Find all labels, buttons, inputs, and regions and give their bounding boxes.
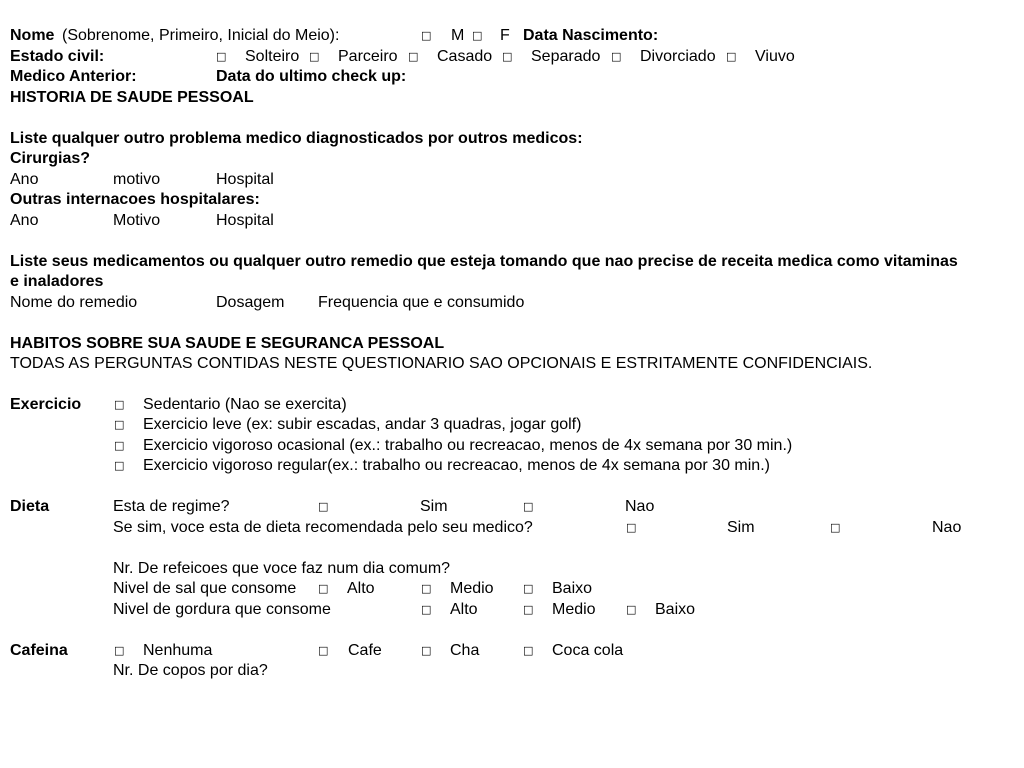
salt-low-checkbox[interactable] — [523, 579, 533, 599]
fat-high-label: Alto — [450, 601, 478, 618]
diet-regime-yes-checkbox[interactable] — [318, 497, 328, 517]
caffeine-label: Cafeina — [10, 642, 68, 659]
fat-medium-label: Medio — [552, 601, 596, 618]
sex-f-label: F — [500, 27, 510, 44]
med-col-frequency: Frequencia que e consumido — [318, 294, 525, 311]
civil-separado-checkbox[interactable] — [502, 47, 512, 67]
birth-date-label: Data Nascimento: — [523, 27, 659, 44]
civil-casado-label: Casado — [437, 48, 493, 65]
caffeine-cola-label: Coca cola — [552, 642, 624, 659]
last-checkup-label: Data do ultimo check up: — [216, 68, 407, 85]
civil-solteiro-label: Solteiro — [245, 48, 300, 65]
medications-instructions-line2: e inaladores — [10, 273, 104, 290]
salt-high-label: Alto — [347, 580, 375, 597]
caffeine-tea-checkbox[interactable] — [421, 641, 431, 661]
diet-question-regime: Esta de regime? — [113, 498, 230, 515]
diet-recommended-yes-label: Sim — [727, 519, 755, 536]
civil-parceiro-label: Parceiro — [338, 48, 398, 65]
cups-per-day-question: Nr. De copos por dia? — [113, 662, 268, 679]
civil-casado-checkbox[interactable] — [408, 47, 418, 67]
history-heading: HISTORIA DE SAUDE PESSOAL — [10, 89, 254, 106]
salt-medium-label: Medio — [450, 580, 494, 597]
civil-parceiro-checkbox[interactable] — [309, 47, 319, 67]
civil-status-label: Estado civil: — [10, 48, 105, 65]
exercise-sedentary-checkbox[interactable] — [114, 395, 124, 415]
caffeine-coffee-checkbox[interactable] — [318, 641, 328, 661]
fat-high-checkbox[interactable] — [421, 600, 431, 620]
surgeries-label: Cirurgias? — [10, 150, 91, 167]
civil-divorciado-checkbox[interactable] — [611, 47, 621, 67]
meals-question: Nr. De refeicoes que voce faz num dia comum? — [113, 560, 451, 577]
civil-viuvo-checkbox[interactable] — [726, 47, 736, 67]
diet-regime-no-label: Nao — [625, 498, 655, 515]
diet-recommended-no-label: Nao — [932, 519, 962, 536]
salt-question: Nivel de sal que consome — [113, 580, 297, 597]
prev-doctor-label: Medico Anterior: — [10, 68, 137, 85]
hosp-col-hospital: Hospital — [216, 212, 274, 229]
civil-divorciado-label: Divorciado — [640, 48, 716, 65]
salt-high-checkbox[interactable] — [318, 579, 328, 599]
habits-heading: HABITOS SOBRE SUA SAUDE E SEGURANCA PESSOAL — [10, 335, 445, 352]
diet-recommended-no-checkbox[interactable] — [830, 518, 840, 538]
hosp-col-year: Ano — [10, 212, 39, 229]
hosp-col-reason: Motivo — [113, 212, 161, 229]
salt-low-label: Baixo — [552, 580, 593, 597]
med-col-dosage: Dosagem — [216, 294, 285, 311]
name-hint: (Sobrenome, Primeiro, Inicial do Meio): — [62, 27, 340, 44]
caffeine-tea-label: Cha — [450, 642, 480, 659]
civil-separado-label: Separado — [531, 48, 601, 65]
fat-medium-checkbox[interactable] — [523, 600, 533, 620]
civil-solteiro-checkbox[interactable] — [216, 47, 226, 67]
exercise-label: Exercicio — [10, 396, 82, 413]
medications-instructions-line1: Liste seus medicamentos ou qualquer outro remedio que esteja tomando que nao precise de receita medica como vitaminas — [10, 253, 958, 270]
other-problems-label: Liste qualquer outro problema medico diagnosticados por outros medicos: — [10, 130, 583, 147]
exercise-regular-label: Exercicio vigoroso regular(ex.: trabalho ou recreacao, menos de 4x semana por 30 min.) — [143, 457, 770, 474]
diet-regime-no-checkbox[interactable] — [523, 497, 533, 517]
exercise-sedentary-label: Sedentario (Nao se exercita) — [143, 396, 347, 413]
diet-regime-yes-label: Sim — [420, 498, 448, 515]
caffeine-coffee-label: Cafe — [348, 642, 382, 659]
caffeine-none-checkbox[interactable] — [114, 641, 124, 661]
salt-medium-checkbox[interactable] — [421, 579, 431, 599]
name-label: Nome — [10, 27, 55, 44]
exercise-occasional-checkbox[interactable] — [114, 436, 124, 456]
confidentiality-notice: TODAS AS PERGUNTAS CONTIDAS NESTE QUESTIONARIO SAO OPCIONAIS E ESTRITAMENTE CONFIDENCIAIS. — [10, 355, 873, 372]
caffeine-cola-checkbox[interactable] — [523, 641, 533, 661]
exercise-light-checkbox[interactable] — [114, 415, 124, 435]
fat-low-label: Baixo — [655, 601, 696, 618]
civil-viuvo-label: Viuvo — [755, 48, 795, 65]
diet-question-recommended: Se sim, voce esta de dieta recomendada pelo seu medico? — [113, 519, 533, 536]
med-col-name: Nome do remedio — [10, 294, 138, 311]
surgery-col-reason: motivo — [113, 171, 161, 188]
exercise-light-label: Exercicio leve (ex: subir escadas, andar 3 quadras, jogar golf) — [143, 416, 582, 433]
sex-f-checkbox[interactable] — [472, 26, 482, 46]
surgery-col-hospital: Hospital — [216, 171, 274, 188]
sex-m-checkbox[interactable] — [421, 26, 431, 46]
fat-question: Nivel de gordura que consome — [113, 601, 331, 618]
diet-recommended-yes-checkbox[interactable] — [626, 518, 636, 538]
exercise-regular-checkbox[interactable] — [114, 456, 124, 476]
hospitalizations-label: Outras internacoes hospitalares: — [10, 191, 260, 208]
surgery-col-year: Ano — [10, 171, 39, 188]
caffeine-none-label: Nenhuma — [143, 642, 213, 659]
fat-low-checkbox[interactable] — [626, 600, 636, 620]
diet-label: Dieta — [10, 498, 50, 515]
sex-m-label: M — [451, 27, 465, 44]
exercise-occasional-label: Exercicio vigoroso ocasional (ex.: trabalho ou recreacao, menos de 4x semana por 30 min.) — [143, 437, 793, 454]
